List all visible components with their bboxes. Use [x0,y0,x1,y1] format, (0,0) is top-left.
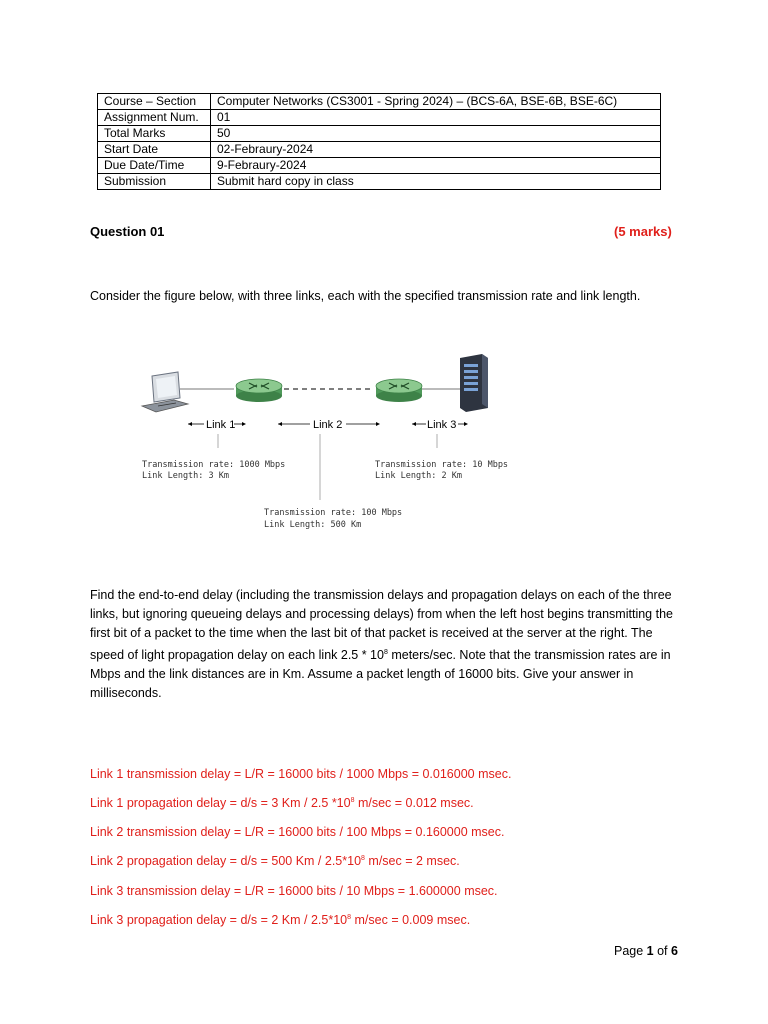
table-value: 9-Febraury-2024 [211,158,661,174]
table-row [98,126,661,142]
link-1-length: Link Length: 3 Km [142,471,229,481]
table-key: Submission [98,174,211,190]
question-marks: (5 marks) [614,224,672,239]
answer-line: Link 1 transmission delay = L/R = 16000 bits / 1000 Mbps = 0.016000 msec. [90,767,512,781]
table-row [98,94,661,110]
server-icon [460,354,488,412]
table-value: 01 [211,110,661,126]
answer-line: Link 2 transmission delay = L/R = 16000 bits / 100 Mbps = 0.160000 msec. [90,825,505,839]
router-icon [376,379,422,402]
table-key: Start Date [98,142,211,158]
table-value: Computer Networks (CS3001 - Spring 2024) – (BCS-6A, BSE-6B, BSE-6C) [211,94,661,110]
table-value: 50 [211,126,661,142]
link-3-rate: Transmission rate: 10 Mbps [375,460,509,470]
link-2-label: Link 2 [313,419,343,431]
link-3-label: Link 3 [427,419,457,431]
link-2-length: Link Length: 500 Km [264,520,362,530]
link-1-label: Link 1 [206,419,236,431]
link-3-length: Link Length: 2 Km [375,471,462,481]
table-row [98,110,661,126]
answer-line: Link 1 propagation delay = d/s = 3 Km / 2.5 $*10^8$ m/sec = 0.012 msec. [90,796,474,810]
table-value: 02-Febraury-2024 [211,142,661,158]
router-icon [236,379,282,402]
table-key: Total Marks [98,126,211,142]
laptop-icon [142,372,188,412]
link-2-rate: Transmission rate: 100 Mbps [264,508,403,518]
problem-paragraph: Find the end-to-end delay (including the transmission delays and propagation delays on each of the three links, but ignoring queueing delays and processing delays) from when the left host begins transmitting the first bit of a packet to the time when the last bit of that packet is received at the server at the right. The speed of light propagation delay on each link $2.5 * 10^8$ meters/sec. Note that the transmission rates are in Mbps and the link distances are in Km. Assume a packet length of 16000 bits. Give your answer in milliseconds. [90,588,673,701]
table-row [98,142,661,158]
assignment-info-table [97,93,661,190]
answer-line: Link 3 propagation delay = d/s = 2 Km / $2.5*10^8$ m/sec = 0.009 msec. [90,913,471,927]
table-key: Due Date/Time [98,158,211,174]
network-figure [130,350,530,540]
question-title: Question 01 [90,224,165,239]
table-row [98,174,661,190]
page-number: Page 1 of 6 [614,944,678,958]
link-1-rate: Transmission rate: 1000 Mbps [142,460,286,470]
answer-line: Link 2 propagation delay = d/s = 500 Km / $2.5*10^8$ m/sec = 2 msec. [90,854,460,868]
intro-paragraph: Consider the figure below, with three links, each with the specified transmission rate and link length. [90,289,641,303]
table-value: Submit hard copy in class [211,174,661,190]
answer-line: Link 3 transmission delay = L/R = 16000 bits / 10 Mbps = 1.600000 msec. [90,884,498,898]
table-key: Assignment Num. [98,110,211,126]
table-key: Course – Section [98,94,211,110]
table-row [98,158,661,174]
